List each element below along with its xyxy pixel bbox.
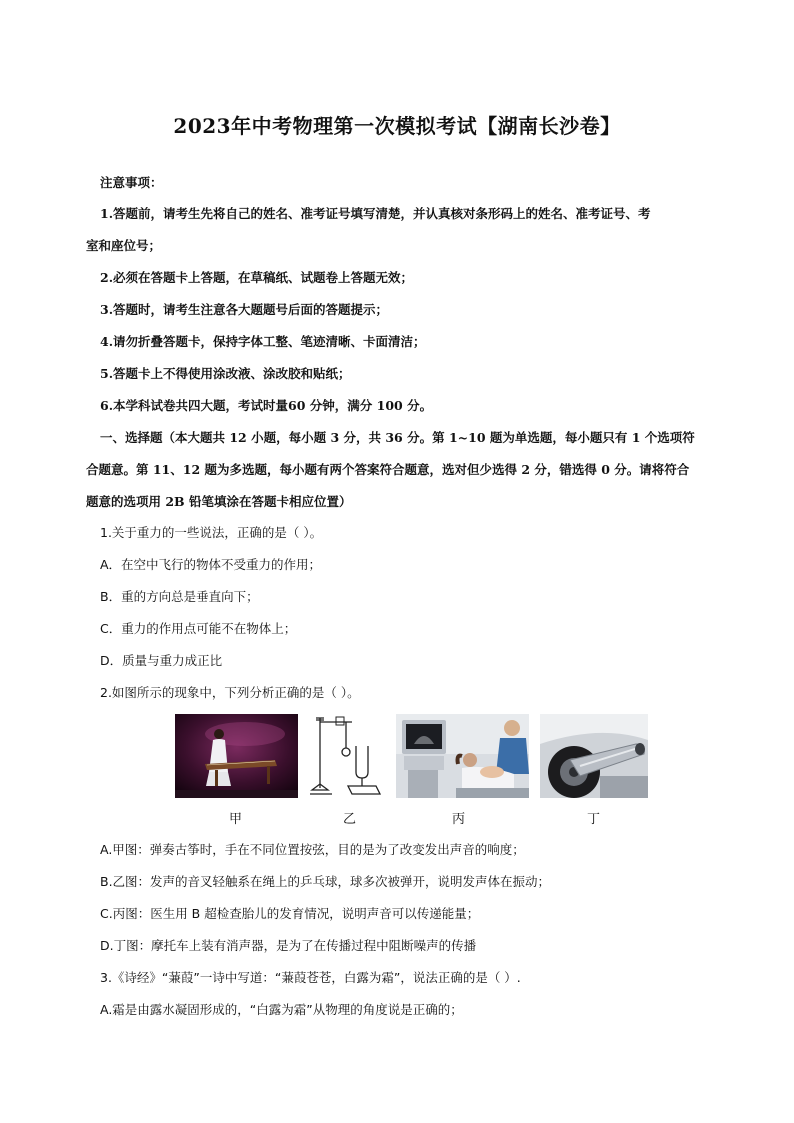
question-1-option-d: D．质量与重力成正比	[100, 653, 223, 668]
figure-guzheng-photo	[175, 714, 298, 798]
notice-line: 4.请勿折叠答题卡，保持字体工整、笔迹清晰、卡面清洁；	[100, 334, 426, 349]
question-2-stem: 2.如图所示的现象中，下列分析正确的是（ ）。	[100, 685, 360, 700]
question-1-option-b: B．重的方向总是垂直向下；	[100, 589, 259, 604]
question-1-stem: 1.关于重力的一些说法，正确的是（ ）。	[100, 525, 323, 540]
question-2-option-a: A.甲图：弹奏古筝时，手在不同位置按弦，目的是为了改变发出声音的响度；	[100, 842, 525, 857]
question-3-option-a: A.霜是由露水凝固形成的，“白露为霜”从物理的角度说是正确的；	[100, 1002, 463, 1017]
figure-caption-yi: 乙	[343, 812, 357, 827]
question-1-option-a: A．在空中飞行的物体不受重力的作用；	[100, 557, 322, 572]
figure-caption-ding: 丁	[587, 812, 601, 827]
question-1-option-c: C．重力的作用点可能不在物体上；	[100, 621, 297, 636]
figure-caption-bing: 丙	[452, 812, 466, 827]
figure-muffler-photo	[540, 714, 648, 798]
page-title: 2023年中考物理第一次模拟考试【湖南长沙卷】	[173, 114, 621, 138]
notice-line: 3.答题时，请考生注意各大题题号后面的答题提示；	[100, 302, 389, 317]
section-heading-cont: 题意的选项用 2B 铅笔填涂在答题卡相应位置）	[86, 494, 352, 509]
question-2-option-d: D.丁图：摩托车上装有消声器，是为了在传播过程中阻断噪声的传播	[100, 938, 477, 953]
notice-line: 2.必须在答题卡上答题，在草稿纸、试题卷上答题无效；	[100, 270, 414, 285]
notice-heading: 注意事项：	[100, 175, 163, 190]
figure-tuning-fork-diagram	[310, 714, 385, 798]
figure-caption-jia: 甲	[229, 812, 243, 827]
notice-line: 5.答题卡上不得使用涂改液、涂改胶和贴纸；	[100, 366, 351, 381]
figure-ultrasound-photo	[396, 714, 529, 798]
question-2-option-b: B.乙图：发声的音叉轻触系在绳上的乒乓球，球多次被弹开，说明发声体在振动；	[100, 874, 551, 889]
section-heading-cont: 合题意。第 11、12 题为多选题，每小题有两个答案符合题意，选对但少选得 2 分，错选得 0 分。请将符合	[86, 462, 690, 477]
notice-line: 1.答题前，请考生先将自己的姓名、准考证号填写清楚，并认真核对条形码上的姓名、准考证号、考	[100, 206, 651, 221]
notice-line: 6.本学科试卷共四大题，考试时量60 分钟，满分 100 分。	[100, 398, 433, 413]
notice-line: 室和座位号；	[86, 238, 162, 253]
section-heading: 一、选择题（本大题共 12 小题，每小题 3 分，共 36 分。第 1~10 题为单选题，每小题只有 1 个选项符	[100, 430, 695, 445]
question-2-option-c: C.丙图：医生用 B 超检查胎儿的发育情况，说明声音可以传递能量；	[100, 906, 480, 921]
question-3-stem: 3.《诗经》“蒹葭”一诗中写道：“蒹葭苍苍，白露为霜”，说法正确的是（ ）.	[100, 970, 521, 985]
